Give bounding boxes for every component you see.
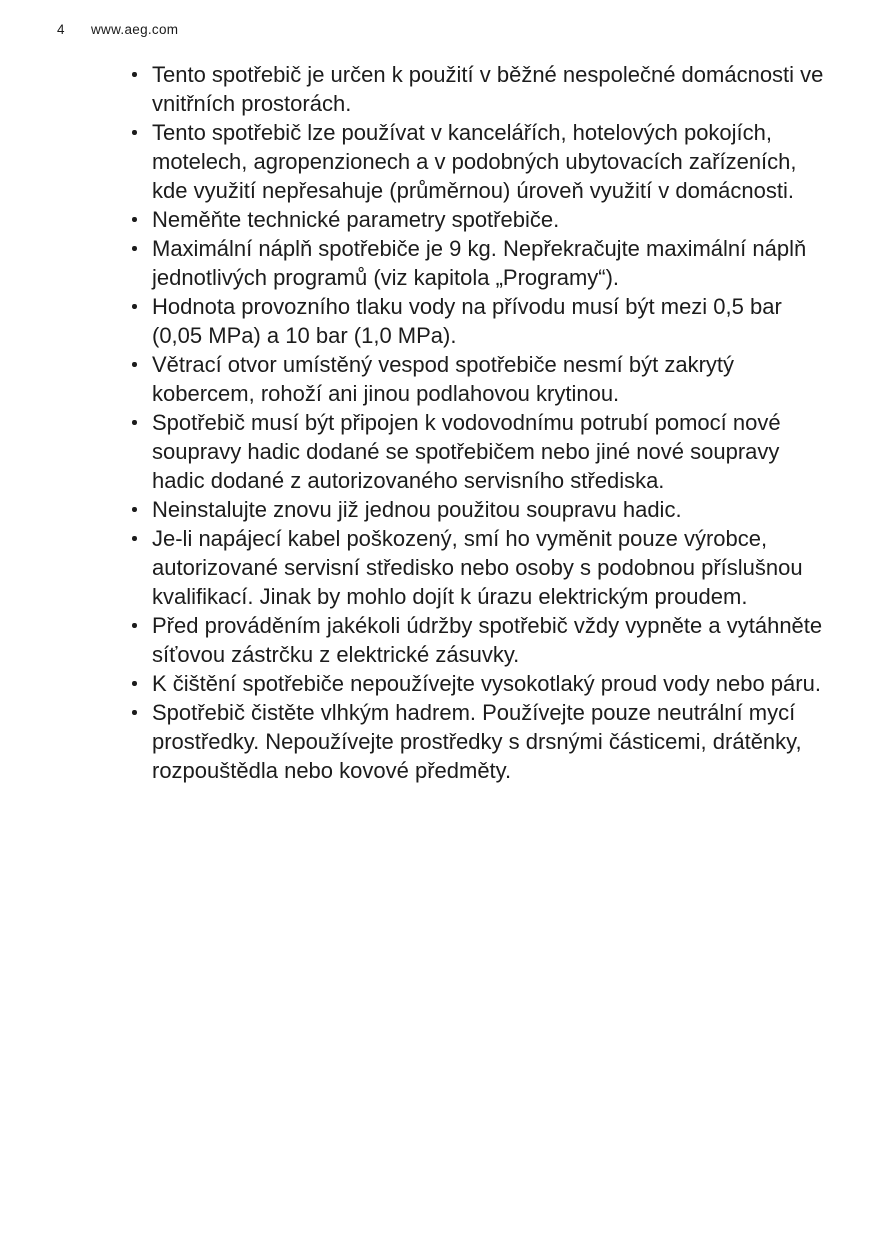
list-item: Maximální náplň spotřebiče je 9 kg. Nepřekračujte maximální náplň jednotlivých programů (viz kapitola „Programy“). — [152, 234, 828, 292]
list-item: Tento spotřebič je určen k použití v běžné nespolečné domácnosti ve vnitřních prostorách. — [152, 60, 828, 118]
site-url: www.aeg.com — [91, 22, 179, 37]
list-item: Před prováděním jakékoli údržby spotřebič vždy vypněte a vytáhněte síťovou zástrčku z elektrické zásuvky. — [152, 611, 828, 669]
list-item: Je-li napájecí kabel poškozený, smí ho vyměnit pouze výrobce, autorizované servisní středisko nebo osoby s podobnou příslušnou kvalifikací. Jinak by mohlo dojít k úrazu elektrickým proudem. — [152, 524, 828, 611]
list-item: Spotřebič čistěte vlhkým hadrem. Používejte pouze neutrální mycí prostředky. Nepoužívejte prostředky s drsnými částicemi, drátěnky, rozpouštědla nebo kovové předměty. — [152, 698, 828, 785]
page-number: 4 — [57, 22, 65, 37]
list-item: Tento spotřebič lze používat v kancelářích, hotelových pokojích, motelech, agropenzionech a v podobných ubytovacích zařízeních, kde využití nepřesahuje (průměrnou) úroveň využití v domácnosti. — [152, 118, 828, 205]
list-item: Neinstalujte znovu již jednou použitou soupravu hadic. — [152, 495, 828, 524]
bullet-list — [152, 60, 828, 785]
list-item: Spotřebič musí být připojen k vodovodnímu potrubí pomocí nové soupravy hadic dodané se spotřebičem nebo jiné nové soupravy hadic dodané z autorizovaného servisního střediska. — [152, 408, 828, 495]
list-item: K čištění spotřebiče nepoužívejte vysokotlaký proud vody nebo páru. — [152, 669, 828, 698]
list-item: Neměňte technické parametry spotřebiče. — [152, 205, 828, 234]
list-item: Větrací otvor umístěný vespod spotřebiče nesmí být zakrytý kobercem, rohoží ani jinou podlahovou krytinou. — [152, 350, 828, 408]
list-item: Hodnota provozního tlaku vody na přívodu musí být mezi 0,5 bar (0,05 MPa) a 10 bar (1,0 MPa). — [152, 292, 828, 350]
page-header — [57, 22, 178, 37]
